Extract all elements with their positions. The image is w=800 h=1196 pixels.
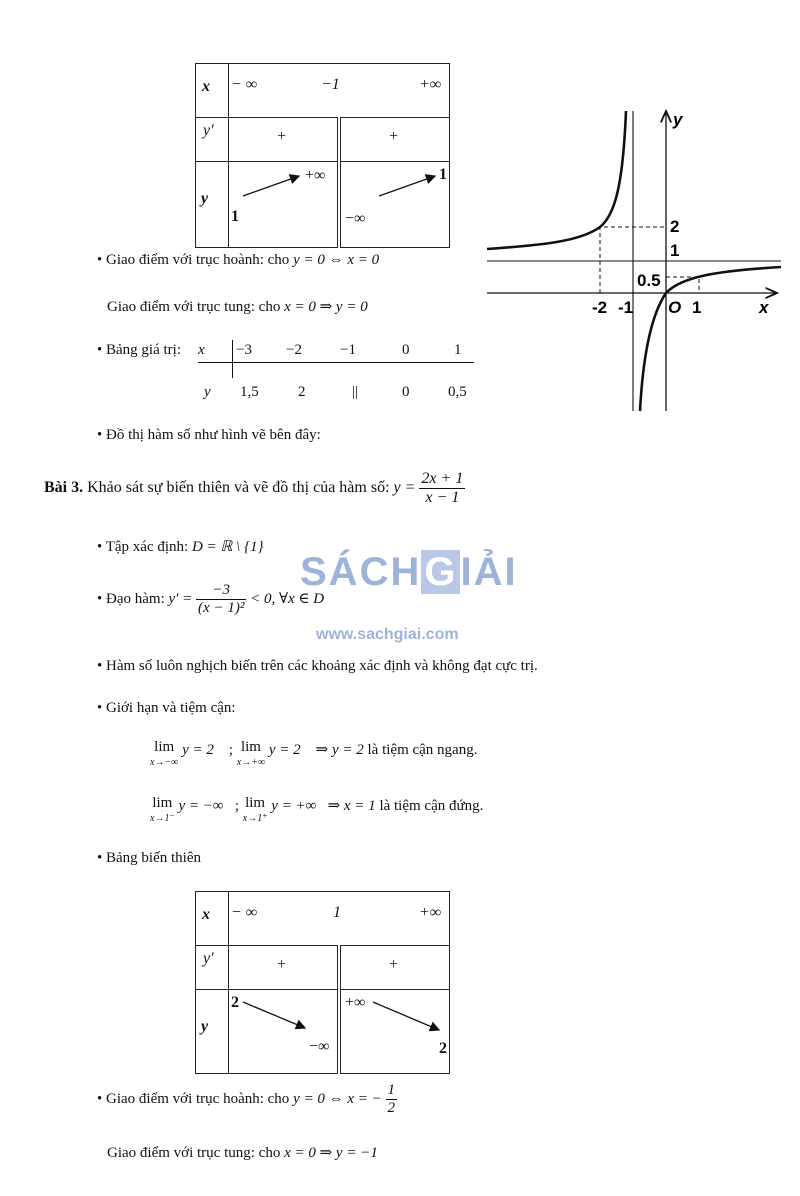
vt1-y-right-start: −∞ — [345, 210, 366, 227]
graph-label-m2: -2 — [592, 298, 608, 317]
graph-curve-left — [487, 111, 626, 249]
intersect-x-den: 2 — [387, 1100, 395, 1116]
domain-line — [97, 537, 263, 556]
vt2-x-left: − ∞ — [231, 904, 258, 921]
lim3: lim x→1⁻ — [150, 795, 175, 824]
vt1-y-left-end: +∞ — [305, 167, 326, 184]
limits-row-1: lim x→−∞ y = 2 ; lim x→+∞ y = 2 ⇒ y = 2 là tiệm cận ngang. — [150, 739, 478, 768]
lim4-expr: y = +∞ — [271, 798, 317, 814]
value-table-label: • Bảng giá trị: — [97, 342, 181, 358]
lim4: lim x→1⁺ — [242, 795, 268, 824]
vt1-yp-label-cell — [196, 118, 229, 162]
intersect-y-label-2: Giao điểm với trục tung: cho — [107, 1145, 281, 1161]
vt1-x-right: +∞ — [419, 76, 442, 93]
vt2-sign-left: + — [277, 956, 287, 973]
vt2-y-right — [339, 990, 450, 1074]
deriv-line — [97, 582, 324, 617]
bai3-title: Bài 3. — [44, 479, 84, 497]
deriv-frac — [196, 582, 246, 617]
graph-label-origin: O — [668, 298, 682, 317]
deriv-label: • Đạo hàm: — [97, 590, 165, 607]
intersect-x-line-2 — [97, 1082, 397, 1117]
vt2-x-label-cell — [196, 892, 229, 946]
vt1-y-label-cell — [196, 162, 229, 248]
intersect-x-math-1: y = 0 ⇔ x = 0 — [293, 252, 380, 268]
vt-x-1: −2 — [286, 342, 302, 358]
lim3-expr: y = −∞ — [178, 798, 224, 814]
lim-row1-text: là tiệm cận ngang. — [367, 742, 478, 758]
vt2-y-left-end: −∞ — [309, 1038, 330, 1055]
variation-table-1 — [195, 63, 450, 248]
vt1-yp-right — [339, 118, 450, 162]
bai3-func-lhs: y = — [393, 479, 416, 497]
value-table-y-row — [198, 380, 474, 404]
vt2-yp-left — [229, 946, 340, 990]
intersect-y-line-2 — [107, 1143, 378, 1162]
intersect-y-label-1: Giao điểm với trục tung: cho — [107, 299, 281, 315]
graph-label-1: 1 — [670, 241, 680, 260]
watermark-brand-g: G — [421, 550, 460, 594]
vt2-x-label: x — [202, 906, 210, 923]
vt-y-2: || — [352, 384, 359, 400]
vt-x-2: −1 — [340, 342, 356, 358]
bai3-func-den: x − 1 — [425, 489, 460, 506]
lim-row1-concl: ⇒ y = 2 — [315, 742, 364, 758]
vt-x-0: −3 — [236, 342, 252, 358]
vt-y-label: y — [204, 384, 211, 400]
intersect-x-frac — [386, 1082, 398, 1117]
vt2-y-right-start: +∞ — [345, 994, 366, 1011]
graph-label-half: 0.5 — [637, 271, 661, 290]
vt1-y-left — [229, 162, 340, 248]
vt1-x-mid: −1 — [321, 76, 340, 93]
graph-label-x: x — [759, 298, 769, 317]
vt2-y-label: y — [201, 1018, 209, 1035]
vt-y-1: 2 — [298, 384, 306, 400]
watermark-brand-a: SÁCH — [300, 550, 422, 594]
lim1: lim x→−∞ — [150, 739, 179, 768]
intersect-x-line-1 — [97, 252, 379, 269]
graph-label-2: 2 — [670, 217, 680, 236]
vt2-y-right-end: 2 — [439, 1040, 447, 1057]
lim-row2-text: là tiệm cận đứng. — [379, 798, 484, 814]
vt1-y-right-end: 1 — [439, 166, 447, 183]
vt1-sign-right: + — [389, 128, 399, 145]
intersect-x-label-2: • Giao điểm với trục hoành: cho — [97, 1090, 290, 1107]
deriv-lhs: y′ = — [168, 590, 193, 607]
vt2-arrow-down-left — [229, 990, 337, 1074]
vt-y-3: 0 — [402, 384, 410, 400]
vt-x-label: x — [198, 342, 205, 358]
vt2-y-left-start: 2 — [231, 994, 239, 1011]
watermark — [300, 550, 518, 595]
intersect-x-label-1: • Giao điểm với trục hoành: cho — [97, 252, 290, 268]
deriv-rhs: < 0, ∀x ∈ D — [250, 590, 325, 607]
vt1-x-label-cell — [196, 64, 229, 118]
vt2-yp-right — [339, 946, 450, 990]
bai3-func-num: 2x + 1 — [421, 470, 464, 487]
vt1-y-label: y — [201, 190, 209, 207]
bai3-text: Khảo sát sự biến thiên và vẽ đồ thị của hàm số: — [87, 479, 390, 497]
vt2-x-mid: 1 — [333, 904, 341, 921]
lim1-expr: y = 2 — [182, 742, 214, 758]
vt2-x-right: +∞ — [419, 904, 442, 921]
bai3-heading — [44, 470, 465, 507]
vt1-x-row — [229, 64, 450, 118]
vt2-yp-label: y′ — [203, 950, 214, 967]
vt1-y-left-start: 1 — [231, 208, 239, 225]
vt-y-0: 1,5 — [240, 384, 259, 400]
watermark-url: www.sachgiai.com — [316, 626, 459, 643]
bai3-func-frac — [419, 470, 465, 507]
vt2-arrow-down-right — [341, 990, 449, 1074]
lim2-expr: y = 2 — [268, 742, 301, 758]
variation-table-2 — [195, 891, 450, 1074]
vt1-x-label: x — [202, 78, 210, 95]
graph-label-y: y — [673, 110, 683, 129]
vt1-y-right — [339, 162, 450, 248]
vt1-yp-left — [229, 118, 340, 162]
vt1-arrow-up-left — [229, 162, 337, 248]
graph-note: • Đồ thị hàm số như hình vẽ bên đây: — [97, 427, 321, 443]
vt2-x-row — [229, 892, 450, 946]
vt1-sign-left: + — [277, 128, 287, 145]
graph-curve-right — [640, 267, 781, 411]
vt-x-4: 1 — [454, 342, 462, 358]
graph-label-p1: 1 — [692, 298, 702, 317]
bbt-label: • Bảng biến thiên — [97, 850, 201, 866]
lim2: lim x→+∞ — [236, 739, 266, 768]
watermark-brand-b: IẢI — [460, 550, 518, 594]
vt2-y-label-cell — [196, 990, 229, 1074]
intersect-x-math-2: y = 0 ⇔ x = − — [293, 1090, 382, 1107]
graph-label-m1: -1 — [618, 298, 634, 317]
function-graph — [485, 105, 785, 415]
vt2-yp-label-cell — [196, 946, 229, 990]
vt-x-3: 0 — [402, 342, 410, 358]
intersect-y-math-1: x = 0 ⇒ y = 0 — [284, 299, 368, 315]
vt1-x-left: − ∞ — [231, 76, 258, 93]
vt1-yp-label: y′ — [203, 122, 214, 139]
deriv-den: (x − 1)² — [198, 600, 245, 616]
intersect-y-line-1 — [107, 297, 368, 316]
vt-y-4: 0,5 — [448, 384, 467, 400]
limits-label: • Giới hạn và tiệm cận: — [97, 700, 236, 716]
monotone-line: • Hàm số luôn nghịch biến trên các khoảng xác định và không đạt cực trị. — [97, 658, 538, 674]
limits-row-2: lim x→1⁻ y = −∞ ; lim x→1⁺ y = +∞ ⇒ x = 1 là tiệm cận đứng. — [150, 795, 484, 824]
vt1-arrow-up-right — [341, 162, 449, 248]
deriv-num: −3 — [196, 582, 246, 600]
vt2-y-left — [229, 990, 340, 1074]
lim-row2-concl: ⇒ x = 1 — [327, 798, 376, 814]
intersect-x-num: 1 — [387, 1082, 395, 1098]
vt2-sign-right: + — [389, 956, 399, 973]
domain-math: D = ℝ \ {1} — [191, 539, 264, 555]
intersect-y-math-2: x = 0 ⇒ y = −1 — [284, 1145, 378, 1161]
domain-label: • Tập xác định: — [97, 539, 189, 555]
